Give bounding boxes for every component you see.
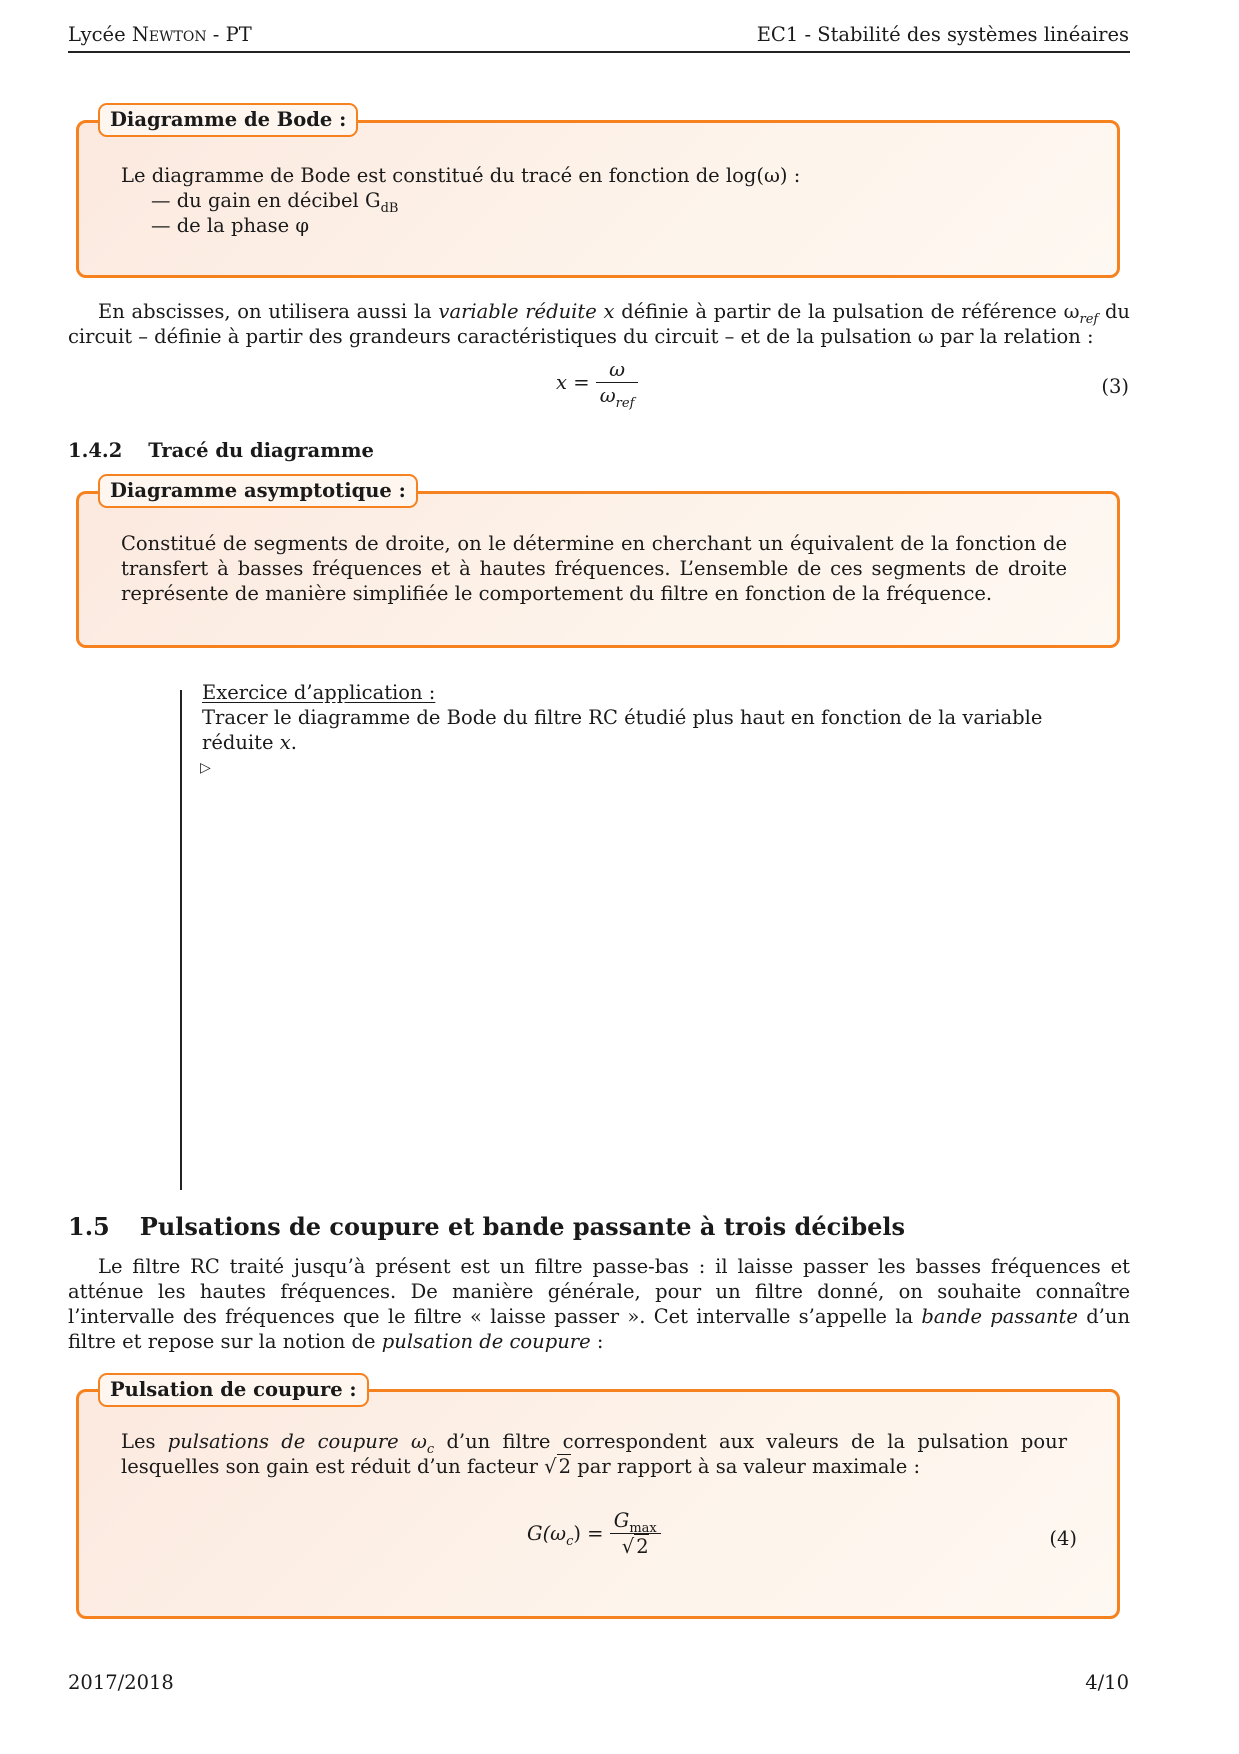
- header-school-name: Newton: [131, 23, 207, 46]
- paragraph-filtre-rc: Le filtre RC traité jusqu’à présent est un filtre passe-bas : il laisse passer les basses fréquences et atténue les hautes fréquences. De manière générale, pour un filtre donné, on souhaite connaître l’intervalle des fréquences que le filtre « laisse passer ». Cet intervalle s’appelle la bande passante d’un filtre et repose sur la notion de pulsation de coupure :: [68, 1255, 1131, 1353]
- exercise-label: Exercice d’application :: [202, 681, 436, 704]
- sqrt-2: √ 2: [544, 1455, 572, 1478]
- equation-4: $G(\omega_c)$ = $\frac{G_{max}}{√ 2}$: [527, 1509, 661, 1560]
- equation-3: x = $\frac{\omega}{\omega_{ref}}$: [556, 358, 638, 409]
- header-left: Lycée Newton - PT: [68, 23, 252, 46]
- footer-page-number: 4/10: [1085, 1671, 1129, 1694]
- box-title-asymptotique: Diagramme asymptotique :: [98, 474, 418, 508]
- exercise-answer-marker: ▷: [200, 760, 211, 776]
- equation-3-number: (3): [1101, 375, 1129, 398]
- asymptotique-text: Constitué de segments de droite, on le détermine en cherchant un équivalent de la fonction de transfert à basses fréquences et à hautes fréquences. L’ensemble de ces segments de droite représente de manière simplifiée le comportement du filtre en fonction de la fréquence.: [121, 532, 1067, 605]
- box-title-bode: Diagramme de Bode :: [98, 103, 358, 137]
- bode-item-gain: — du gain en décibel $G_{dB}$: [151, 189, 399, 216]
- definition-box-bode: [76, 120, 1120, 278]
- exercise-statement: Tracer le diagramme de Bode du filtre RC étudié plus haut en fonction de la variable réduite x.: [202, 706, 1043, 754]
- definition-box-asymptotique: [76, 491, 1120, 648]
- coupure-text: Les pulsations de coupure $\omega_c$ d’un filtre correspondent aux valeurs de la pulsation pour lesquelles son gain est réduit d’un facteur √ 2 par rapport à sa valeur maximale :: [121, 1430, 1068, 1478]
- equation-4-number: (4): [1049, 1527, 1077, 1550]
- section-heading-1-5: 1.5 Pulsations de coupure et bande passante à trois décibels: [68, 1212, 905, 1241]
- footer-year: 2017/2018: [68, 1671, 174, 1694]
- bode-item-phase: — de la phase φ: [151, 214, 310, 237]
- section-heading-1-4-2: 1.4.2 Tracé du diagramme: [68, 439, 374, 462]
- fraction-omega-ratio: $\frac{\omega}{\omega_{ref}}$: [596, 358, 639, 409]
- definition-box-coupure: [76, 1389, 1120, 1619]
- fraction-gmax-sqrt2: $\frac{G_{max}}{√ 2}$: [610, 1509, 661, 1560]
- exercise-margin-rule: [180, 690, 182, 1190]
- bode-intro: Le diagramme de Bode est constitué du tracé en fonction de log(ω) :: [121, 164, 801, 187]
- header-right: EC1 - Stabilité des systèmes linéaires: [756, 23, 1129, 46]
- box-title-coupure: Pulsation de coupure :: [98, 1373, 369, 1407]
- paragraph-abscisses: En abscisses, on utilisera aussi la variable réduite x définie à partir de la pulsation de référence $\omega_{ref}$ du circuit – définie à partir des grandeurs caractéristiques du circuit – et de la pulsation ω par la relation :: [68, 300, 1130, 348]
- header-rule: [68, 51, 1130, 53]
